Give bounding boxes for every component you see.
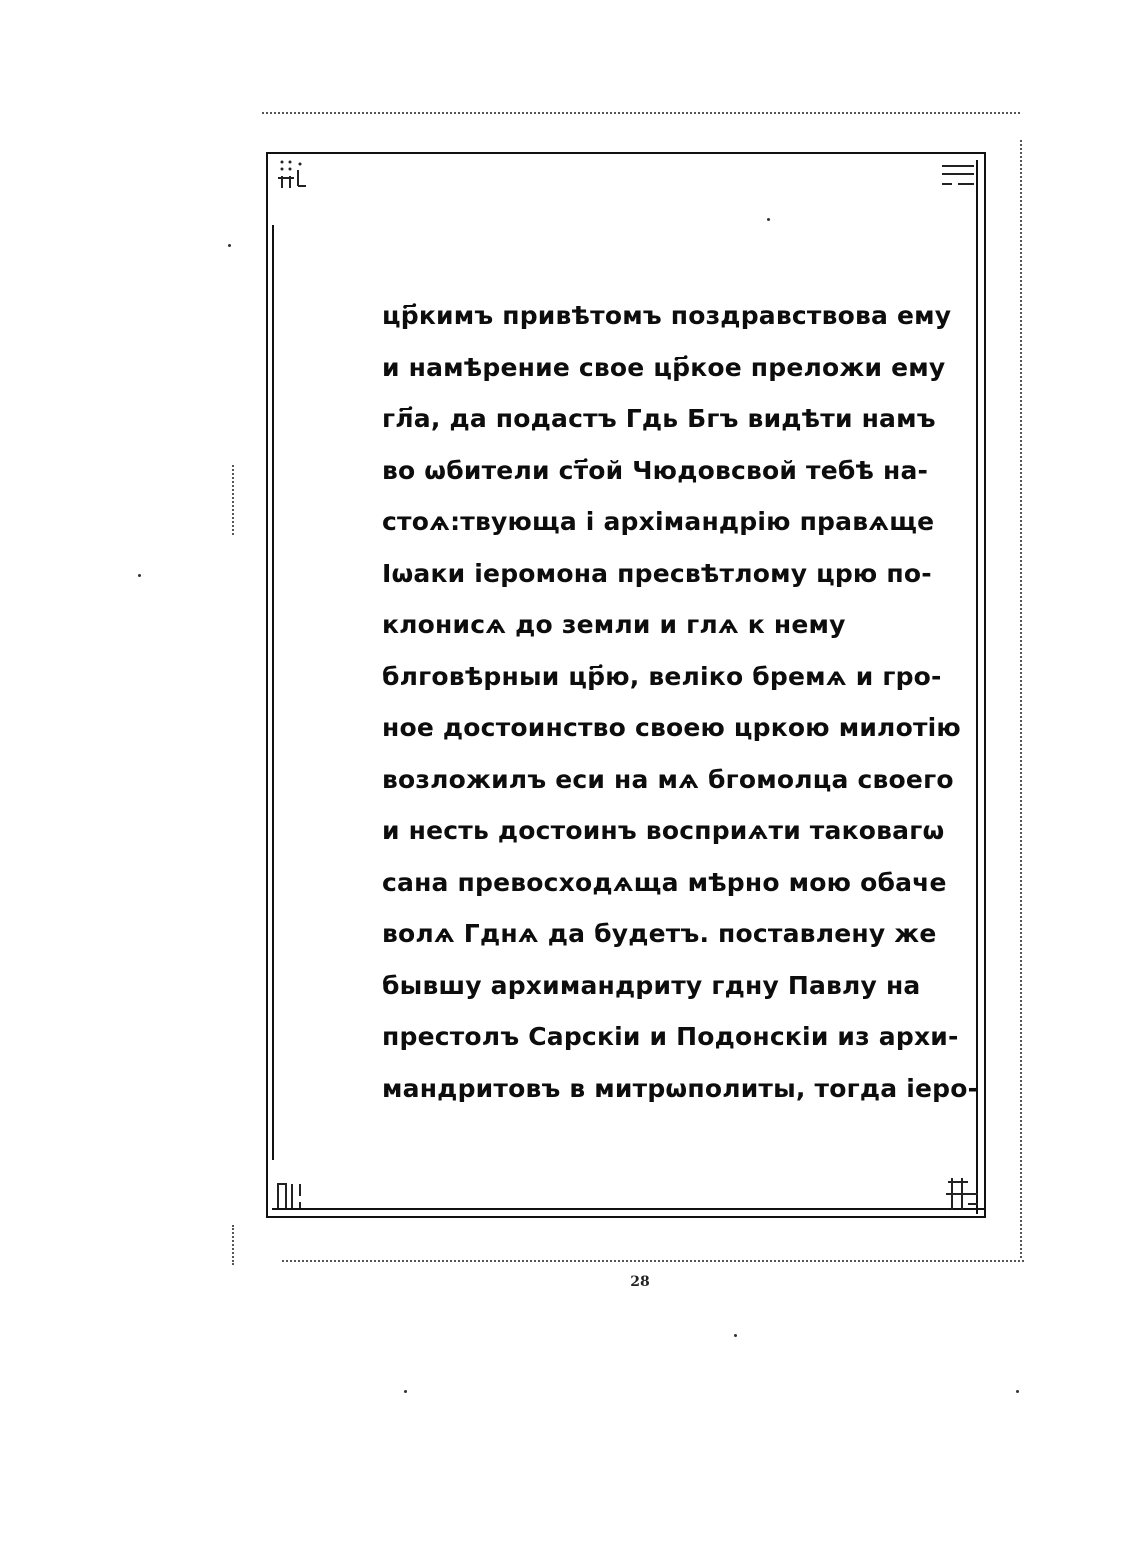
text-line: возложилъ еси на мѧ бгомолца своего [382,764,954,794]
text-line: Іѡаки іеромона пресвѣтлому црю по- [382,558,932,588]
scan-speck [767,218,770,221]
page-frame-inner-right [976,160,978,1214]
text-line: стоѧ:твующа і архімандрію правѧще [382,507,935,536]
text-line: и несть достоинъ восприѧти таковагѡ [382,816,945,845]
text-line: гл҃а, да подастъ Гдь Бгъ видѣти намъ [382,404,936,433]
text-line: цр҃кимъ привѣтомъ поздравствова ему [382,301,952,330]
scan-guide-left-upper [232,465,234,535]
text-line: ное достоинство своею цркою милотію [382,713,961,742]
scan-guide-right [1020,140,1022,1258]
text-line: волѧ Гднѧ да будетъ. поставлену же [382,919,937,948]
text-block [382,290,979,1114]
scan-speck [1016,1390,1019,1393]
text-line: мандритовъ в митрѡполиты, тогда іеро- [382,1073,979,1103]
text-line: бывшу архимандриту гдну Павлу на [382,970,921,1000]
corner-ornament-top-left-icon [276,156,312,192]
corner-ornament-bottom-right-icon [944,1176,980,1212]
text-line: клонисѧ до земли и глѧ к нему [382,610,846,639]
scan-guide-left-lower [232,1225,234,1265]
scan-speck [228,244,231,247]
scan-speck [138,574,141,577]
corner-ornament-top-right-icon [940,160,976,196]
scan-speck [404,1390,407,1393]
corner-ornament-bottom-left-icon [274,1176,310,1212]
scan-speck [734,1334,737,1337]
text-line: сана превосходѧща мѣрно мою обаче [382,867,947,897]
scan-guide-top [262,112,1020,114]
page-frame-inner-bottom [272,1208,984,1210]
page-number: 28 [630,1274,650,1290]
text-line: престолъ Сарскіи и Подонскіи из архи- [382,1022,959,1051]
text-line: и намѣрение свое цр҃кое преложи ему [382,352,946,382]
scan-guide-bottom [282,1260,1024,1262]
page-frame-inner-left [272,225,274,1160]
text-line: во ѡбители ст҃ой Чюдовсвой тебѣ на- [382,455,929,485]
text-line: блговѣрныи цр҃ю, веліко бремѧ и гро- [382,661,942,691]
